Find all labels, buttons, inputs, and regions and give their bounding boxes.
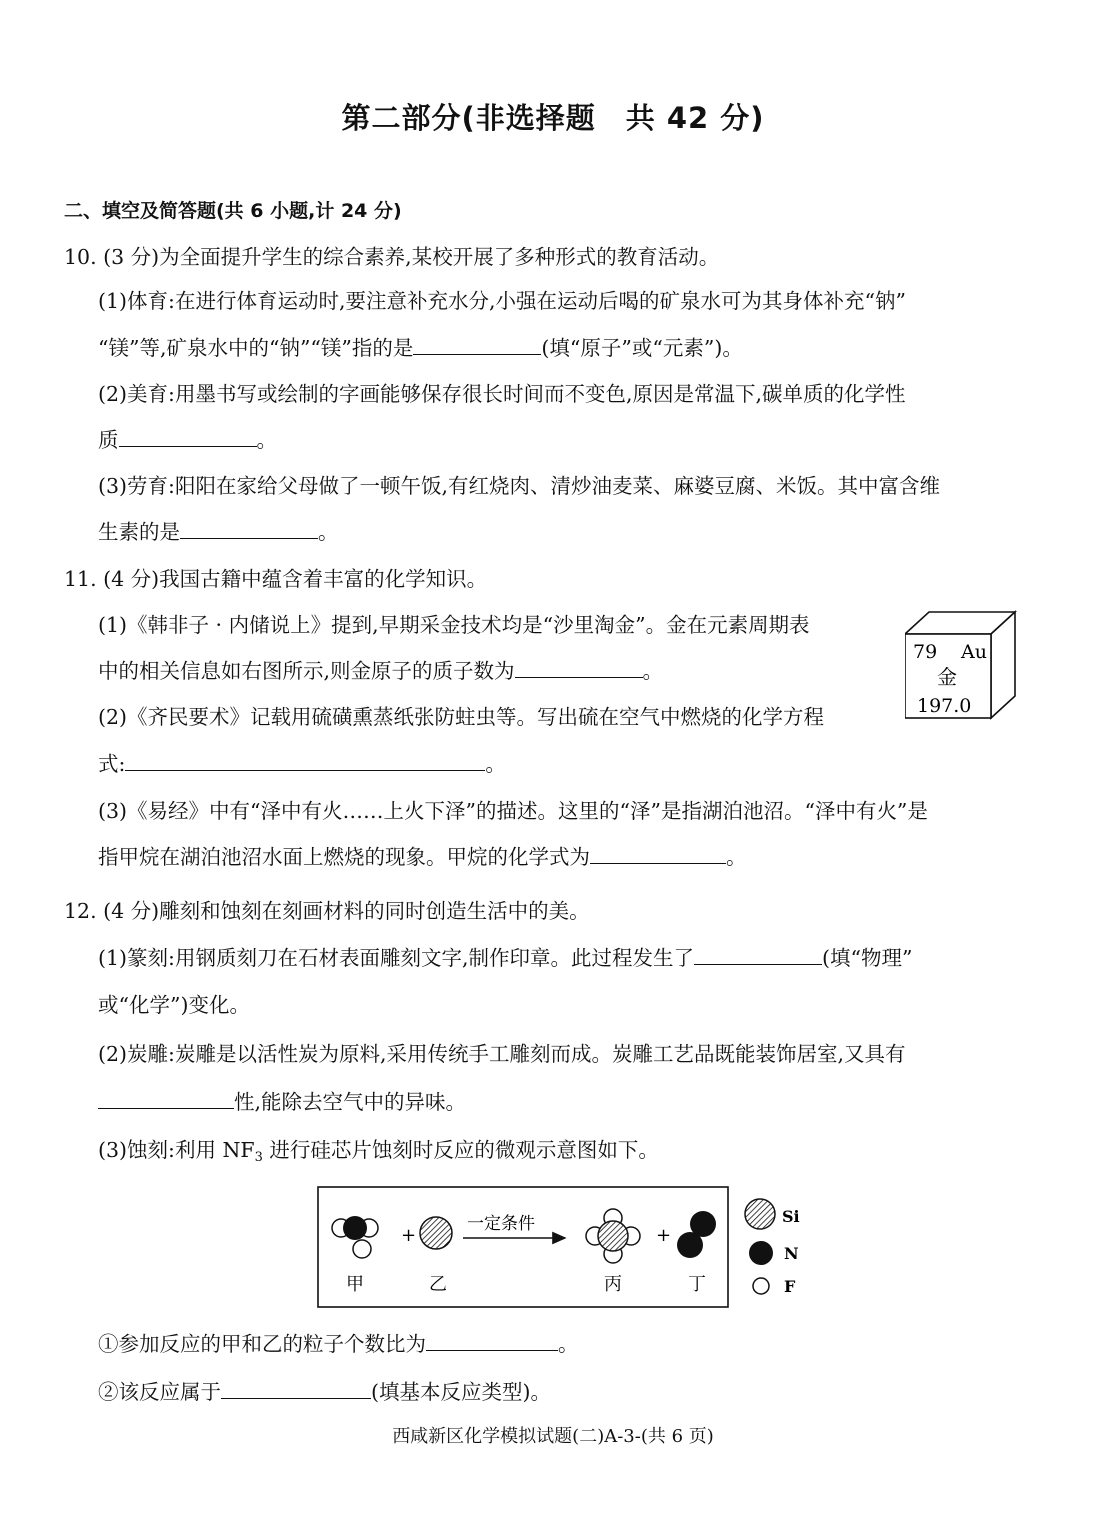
q12-part3-post: 进行硅芯片蚀刻时反应的微观示意图如下。 (262, 1138, 659, 1162)
reaction-condition: 一定条件 (467, 1214, 535, 1234)
element-atomic-number: 79 (913, 641, 938, 663)
q10-answer-blank-1[interactable] (413, 334, 541, 355)
q10-part2-line1: (2)美育:用墨书写或绘制的字画能够保存很长时间而不变色,原因是常温下,碳单质的化学性 (98, 382, 906, 406)
q11-part3-text: 指甲烷在湖泊池沼水面上燃烧的现象。甲烷的化学式为 (98, 845, 590, 869)
q12-stem: 12. (4 分)雕刻和蚀刻在刻画材料的同时创造生活中的美。 (64, 899, 590, 923)
nf3-subscript: 3 (254, 1150, 263, 1165)
q12-sub2 (98, 1378, 551, 1406)
legend-n-icon (749, 1241, 773, 1265)
legend-f-label: F (784, 1277, 796, 1296)
q12-answer-blank-2[interactable] (98, 1088, 234, 1109)
plus-sign-2: + (656, 1225, 672, 1246)
q12-answer-blank-1[interactable] (694, 944, 822, 965)
plus-sign-1: + (401, 1225, 417, 1246)
q11-part2-text: 式: (98, 752, 126, 776)
q12-sub1-text: ①参加反应的甲和乙的粒子个数比为 (98, 1332, 426, 1356)
q10-part3-text: 生素的是 (98, 520, 180, 544)
element-symbol: Au (961, 641, 987, 663)
q12-answer-blank-4[interactable] (221, 1378, 371, 1399)
q12-part1-line1 (98, 944, 912, 972)
label-ding: 丁 (688, 1274, 706, 1295)
q11-part1-line2 (98, 657, 663, 685)
page-footer: 西咸新区化学模拟试题(二)A-3-(共 6 页) (392, 1426, 714, 1447)
page-title: 第二部分(非选择题 共 42 分) (341, 101, 765, 135)
q12-part2-text: 性,能除去空气中的异味。 (234, 1090, 467, 1114)
q10-part2-line2 (98, 426, 277, 454)
atom-legend (740, 1194, 810, 1298)
element-name: 金 (937, 665, 957, 689)
q12-part1-text: (1)篆刻:用钢质刻刀在石材表面雕刻文字,制作印章。此过程发生了 (98, 946, 694, 970)
q11-part3-line2 (98, 843, 747, 871)
q11-answer-blank-1[interactable] (515, 657, 643, 678)
q11-part2-end: 。 (485, 752, 506, 776)
q11-part3-line1: (3)《易经》中有“泽中有火……上火下泽”的描述。这里的“泽”是指湖泊池沼。“泽中有火”是 (98, 799, 928, 823)
q11-answer-blank-2[interactable] (125, 750, 485, 771)
q11-answer-blank-3[interactable] (590, 843, 726, 864)
q10-stem: 10. (3 分)为全面提升学生的综合素养,某校开展了多种形式的教育活动。 (64, 245, 720, 269)
q10-answer-blank-2[interactable] (119, 426, 257, 447)
reaction-micro-diagram (317, 1186, 729, 1308)
q12-sub2-hint: (填基本反应类型)。 (371, 1380, 551, 1404)
q12-part1-line2: 或“化学”)变化。 (98, 993, 250, 1017)
q11-part1-line1: (1)《韩非子 · 内储说上》提到,早期采金技术均是“沙里淘金”。金在元素周期表 (98, 613, 810, 637)
q11-part3-end: 。 (726, 845, 747, 869)
q10-part2-text: 质 (98, 428, 119, 452)
label-bing: 丙 (604, 1274, 622, 1295)
q12-part1-hint: (填“物理” (821, 946, 913, 970)
q12-sub2-text: ②该反应属于 (98, 1380, 221, 1404)
q11-part1-end: 。 (642, 659, 664, 683)
q10-part3-line2 (98, 518, 339, 546)
section-header: 二、填空及简答题(共 6 小题,计 24 分) (64, 200, 402, 222)
element-atomic-mass: 197.0 (917, 695, 972, 717)
q12-part3-line1 (98, 1136, 659, 1172)
gold-element-card (905, 610, 1019, 722)
q12-sub1 (98, 1330, 579, 1358)
q10-part1-line2 (98, 334, 743, 362)
q11-part2-line1: (2)《齐民要术》记载用硫磺熏蒸纸张防蛀虫等。写出硫在空气中燃烧的化学方程 (98, 705, 825, 729)
q12-part2-line2 (98, 1088, 466, 1116)
legend-n-label: N (784, 1244, 799, 1263)
q10-part3-line1: (3)劳育:阳阳在家给父母做了一顿午饭,有红烧肉、清炒油麦菜、麻婆豆腐、米饭。其中富含维 (98, 474, 940, 498)
q10-part3-end: 。 (318, 520, 339, 544)
q12-part2-line1: (2)炭雕:炭雕是以活性炭为原料,采用传统手工雕刻而成。炭雕工艺品既能装饰居室,又具有 (98, 1042, 906, 1066)
q11-part1-text: 中的相关信息如右图所示,则金原子的质子数为 (98, 659, 515, 683)
q10-part1-hint: (填“原子”或“元素”)。 (541, 336, 743, 360)
label-yi: 乙 (429, 1274, 447, 1295)
q12-sub1-end: 。 (558, 1332, 579, 1356)
label-jia: 甲 (346, 1274, 364, 1295)
q11-stem: 11. (4 分)我国古籍中蕴含着丰富的化学知识。 (64, 567, 488, 591)
legend-f-icon (753, 1278, 769, 1294)
q10-answer-blank-3[interactable] (180, 518, 318, 539)
q11-part2-line2 (98, 750, 506, 778)
legend-si-icon (745, 1199, 775, 1229)
q12-answer-blank-3[interactable] (426, 1330, 558, 1351)
q10-part2-end: 。 (256, 428, 277, 452)
molecule-yi (420, 1217, 452, 1249)
q12-part3-pre: (3)蚀刻:利用 NF (98, 1138, 255, 1162)
legend-si-label: Si (782, 1207, 800, 1226)
q10-part1-line1: (1)体育:在进行体育运动时,要注意补充水分,小强在运动后喝的矿泉水可为其身体补充“钠” (98, 289, 906, 313)
q10-part1-text: “镁”等,矿泉水中的“钠”“镁”指的是 (98, 336, 414, 360)
